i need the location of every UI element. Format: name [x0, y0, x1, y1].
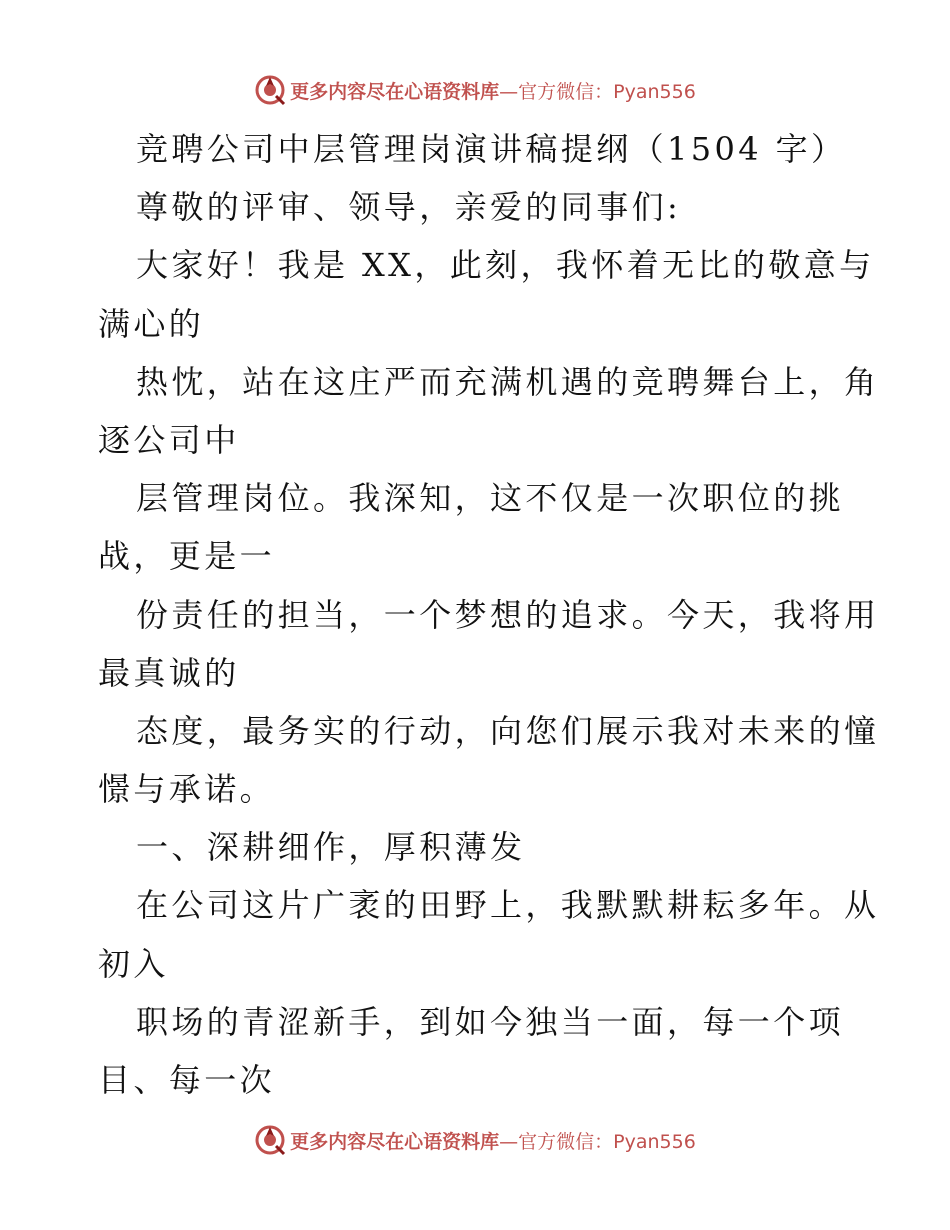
text-line: 大家好！我是 XX，此刻，我怀着无比的敬意与: [136, 246, 875, 285]
watermark-logo-icon: [254, 1124, 286, 1156]
text-line: 层管理岗位。我深知，这不仅是一次职位的挑: [136, 479, 845, 518]
header-watermark: [0, 70, 950, 110]
text-line: 初入: [98, 944, 169, 983]
watermark-sub-text: —官方微信：Pyan556: [499, 1130, 696, 1153]
text-line: 最真诚的: [98, 653, 240, 692]
salutation: 尊敬的评审、领导，亲爱的同事们:: [136, 188, 682, 227]
text-line: 态度，最务实的行动，向您们展示我对未来的憧: [136, 711, 880, 750]
text-line: 目、每一次: [98, 1061, 276, 1099]
watermark-main-text: 更多内容尽在心语资料库: [290, 80, 500, 103]
text-line: 在公司这片广袤的田野上，我默默耕耘多年。从: [136, 886, 880, 925]
text-line: 热忱，站在这庄严而充满机遇的竞聘舞台上，角: [136, 362, 880, 401]
watermark-sub-text: —官方微信：Pyan556: [499, 80, 696, 103]
text-line: 逐公司中: [98, 420, 240, 459]
document-title: 竞聘公司中层管理岗演讲稿提纲（1504 字）: [136, 130, 847, 168]
watermark-main-text: 更多内容尽在心语资料库: [290, 1130, 500, 1153]
section-heading: 一、深耕细作，厚积薄发: [136, 828, 526, 867]
text-line: 份责任的担当，一个梦想的追求。今天，我将用: [136, 595, 880, 634]
text-line: 满心的: [98, 304, 205, 343]
text-line: 憬与承诺。: [98, 770, 276, 809]
watermark-logo-icon: [254, 74, 286, 106]
document-body: [98, 120, 880, 1109]
text-line: 职场的青涩新手，到如今独当一面，每一个项: [136, 1002, 845, 1041]
text-line: 战，更是一: [98, 537, 276, 576]
footer-watermark: [0, 1120, 950, 1160]
